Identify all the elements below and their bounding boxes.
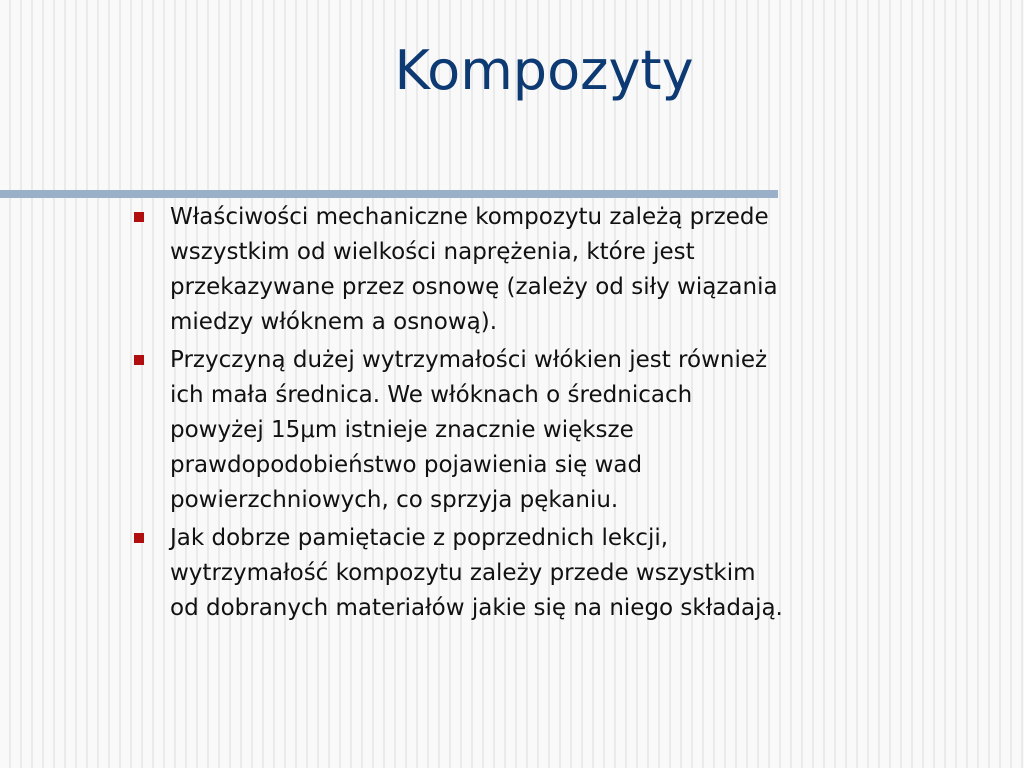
bullet-line: powierzchniowych, co sprzyja pękaniu. bbox=[170, 487, 619, 513]
bullet-list bbox=[130, 200, 910, 629]
bullet-line: Przyczyną dużej wytrzymałości włókien jest również bbox=[170, 347, 768, 373]
bullet-item bbox=[130, 521, 910, 626]
bullet-line: wytrzymałość kompozytu zależy przede wszystkim bbox=[170, 560, 756, 586]
bullet-line: ich mała średnica. We włóknach o średnicach bbox=[170, 382, 693, 408]
bullet-line: przekazywane przez osnowę (zależy od siły wiązania bbox=[170, 274, 778, 300]
bullet-line: Jak dobrze pamiętacie z poprzednich lekcji, bbox=[170, 525, 669, 551]
bullet-line: prawdopodobieństwo pojawienia się wad bbox=[170, 452, 643, 478]
bullet-item bbox=[130, 343, 910, 518]
bullet-item bbox=[130, 200, 910, 340]
square-bullet-icon bbox=[134, 355, 144, 365]
bullet-line: miedzy włóknem a osnową). bbox=[170, 309, 498, 335]
bullet-line: powyżej 15μm istnieje znacznie większe bbox=[170, 417, 634, 443]
square-bullet-icon bbox=[134, 533, 144, 543]
bullet-line: Właściwości mechaniczne kompozytu zależą przede bbox=[170, 204, 769, 230]
title-divider bbox=[0, 190, 778, 198]
square-bullet-icon bbox=[134, 212, 144, 222]
bullet-line: wszystkim od wielkości naprężenia, które jest bbox=[170, 239, 695, 265]
slide-title: Kompozyty bbox=[394, 39, 694, 102]
bullet-line: od dobranych materiałów jakie się na niego składają. bbox=[170, 595, 783, 621]
